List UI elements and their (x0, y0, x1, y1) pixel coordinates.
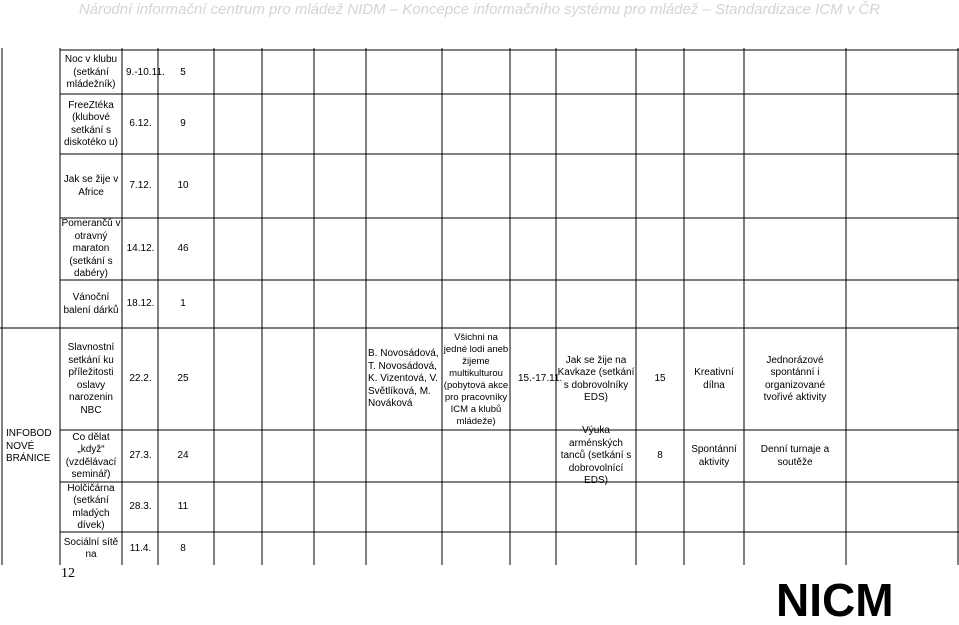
count-text: 9 (180, 118, 186, 130)
participant-count (159, 431, 207, 482)
date-text: 14.12. (126, 243, 155, 255)
participant-count (159, 95, 207, 154)
activity-date (123, 281, 158, 328)
activity-description-text: Jak se žije na Kavkaze (setkání s dobrovolníky EDS) (557, 354, 635, 403)
page-header: Národní informační centrum pro mládež NIDM – Koncepce informačního systému pro mládež – Standardizace ICM v ČR (78, 1, 881, 18)
participant-count (159, 533, 207, 565)
activity-date (123, 329, 158, 430)
table-row (61, 329, 121, 430)
activity-name: Slavnostní setkání ku příležitosti oslavy narozenin NBC (67, 342, 115, 416)
logo-text: NICM (776, 574, 894, 622)
count-text: 8 (180, 542, 186, 554)
count-text: 25 (177, 373, 189, 385)
activity-count-text: 15 (654, 373, 666, 385)
activity-type-text: Kreativní dílna (694, 367, 734, 391)
activity-name: Holčičárna (setkání mladých dívek) (67, 482, 115, 531)
activity-date (123, 52, 165, 94)
activity-type-text: Spontánní aktivity (691, 444, 737, 468)
date-text: 9.-10.11. (126, 66, 165, 78)
activity-count-text: 8 (657, 450, 663, 462)
event-date-text: 15.-17.11. (518, 373, 563, 385)
participant-count (159, 219, 207, 280)
activity-description-text: Výuka arménských tanců (setkání s dobrovolnící EDS) (560, 425, 632, 487)
participant-count (159, 483, 207, 532)
activity-date (123, 219, 158, 280)
activity-count (637, 329, 683, 430)
activity-name: Jak se žije v Africe (63, 174, 119, 198)
activity-form (745, 329, 845, 430)
event-title (443, 329, 509, 430)
activity-form-text: Denní turnaje a soutěže (760, 444, 830, 468)
activity-form (745, 431, 845, 482)
event-title-text: Všichni na jedné lodi aneb žijeme multikulturou (pobytová akce pro pracovníky ICM a klubů mládeže) (443, 331, 509, 427)
activity-date (123, 533, 158, 565)
nicm-logo (776, 570, 896, 622)
section-label (3, 329, 62, 565)
table-row (61, 155, 121, 218)
activity-description (557, 329, 635, 430)
activity-name: FreeZtéka (klubové setkání s diskotéko u) (64, 99, 118, 148)
activity-name: Vánoční balení dárků (63, 292, 119, 316)
activity-description (557, 425, 635, 487)
count-text: 10 (177, 180, 189, 192)
date-text: 28.3. (129, 501, 152, 513)
date-text: 27.3. (129, 450, 152, 462)
activity-type (685, 431, 743, 482)
date-text: 7.12. (129, 180, 152, 192)
date-text: 18.12. (126, 298, 155, 310)
table-row (61, 483, 121, 532)
count-text: 1 (180, 298, 186, 310)
count-text: 24 (177, 450, 189, 462)
staff-text: B. Novosádová, T. Novosádová, K. Vizentová, V. Světlíková, M. Nováková (368, 348, 439, 410)
activity-name: Pomerančů v otravný maraton (setkání s dabéry) (61, 218, 121, 280)
date-text: 22.2. (129, 373, 152, 385)
page-number: 12 (61, 566, 75, 581)
table-row (61, 431, 121, 482)
count-text: 11 (177, 501, 189, 513)
event-date (511, 329, 563, 430)
activity-form-text: Jednorázové spontánní i organizované tvořivé aktivity (763, 354, 827, 403)
date-text: 11.4. (129, 542, 152, 554)
activity-type (685, 329, 743, 430)
activity-name: Noc v klubu (setkání mládežník) (64, 54, 118, 91)
participant-count (159, 155, 207, 218)
table-row (61, 281, 121, 328)
table-row (61, 533, 121, 565)
count-text: 46 (177, 243, 189, 255)
table-row (61, 219, 121, 280)
activity-table (0, 48, 959, 565)
table-row (61, 52, 121, 94)
section-label-text: INFOBOD NOVÉ BRÁNICE (6, 428, 52, 465)
activity-name: Co dělat „když“ (vzdělávací seminář) (65, 431, 117, 480)
activity-date (123, 155, 158, 218)
activity-name: Sociální sítě na (63, 536, 119, 560)
activity-count (637, 431, 683, 482)
staff-list (367, 329, 441, 430)
participant-count (159, 52, 207, 94)
count-text: 5 (180, 66, 186, 78)
table-row (61, 95, 121, 154)
date-text: 6.12. (129, 118, 152, 130)
activity-date (123, 483, 158, 532)
activity-date (123, 95, 158, 154)
participant-count (159, 329, 207, 430)
participant-count (159, 281, 207, 328)
activity-date (123, 431, 158, 482)
